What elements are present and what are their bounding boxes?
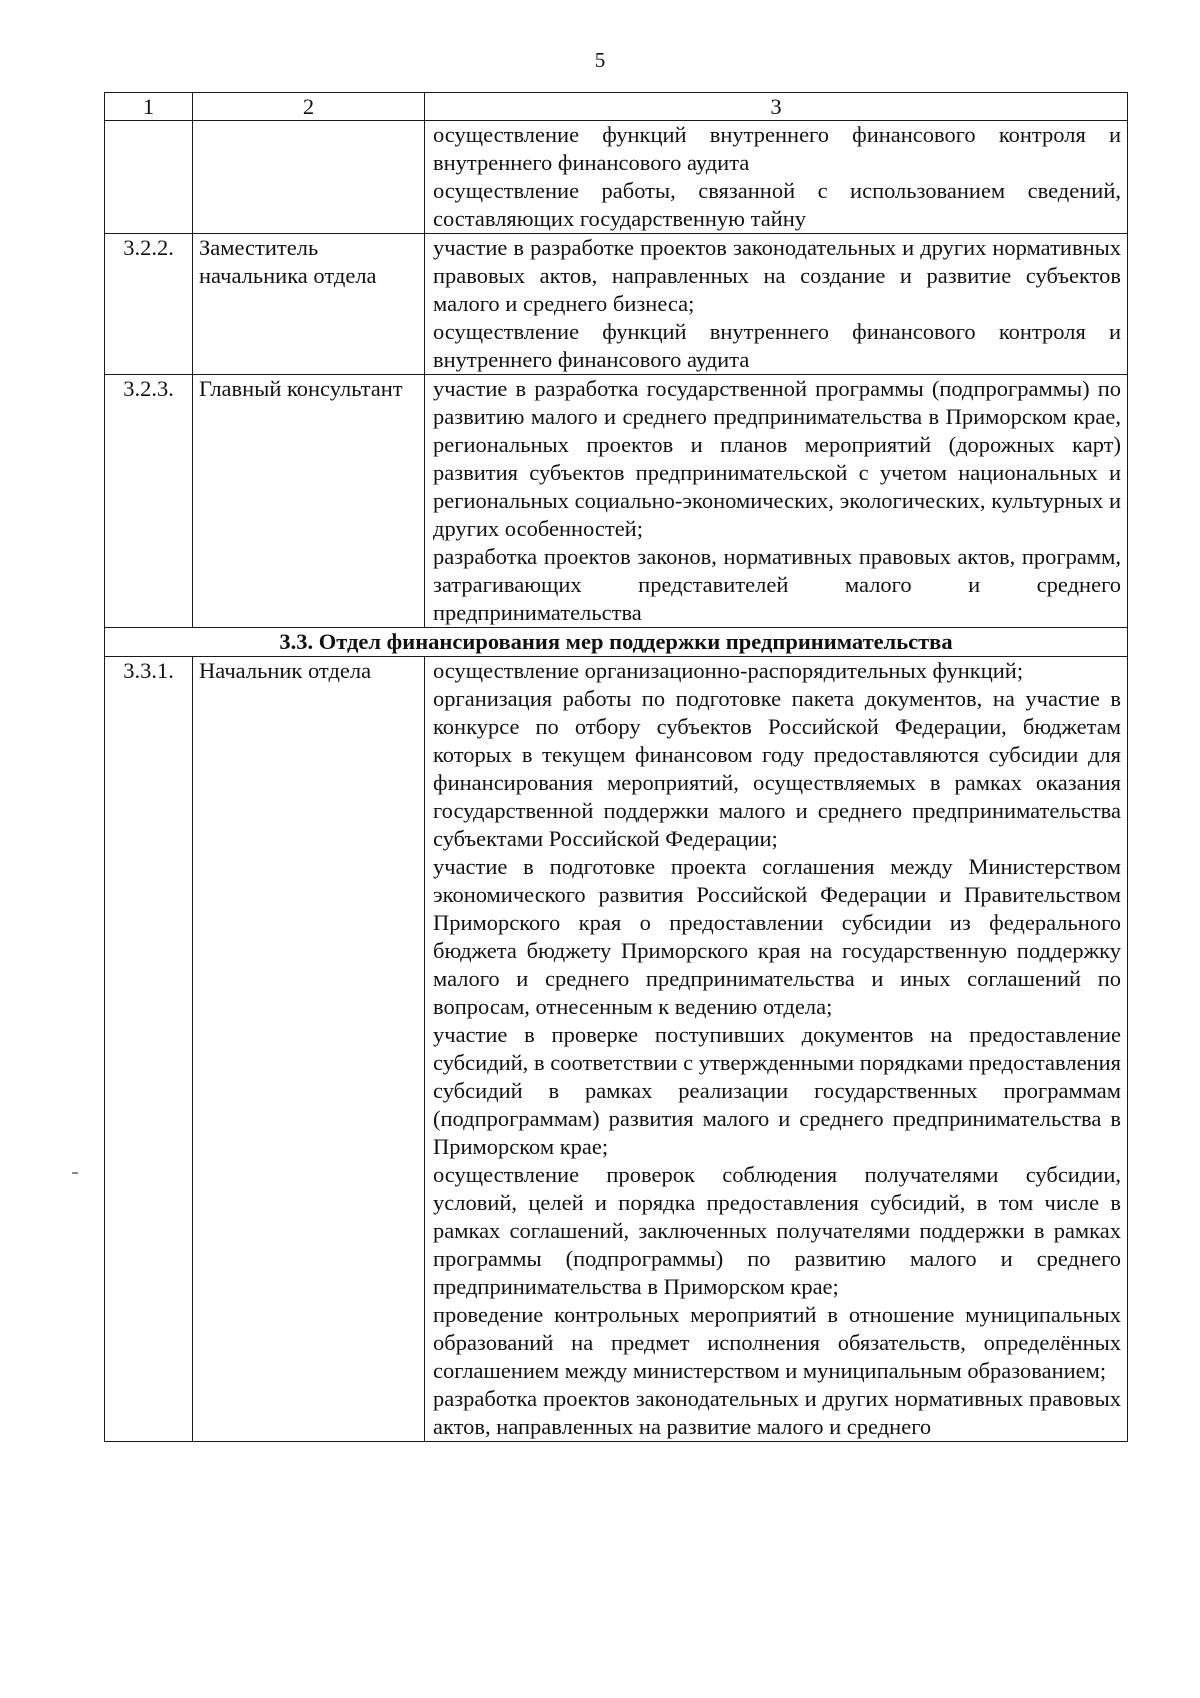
duty-item: осуществление организационно-распорядительных функций; [433,658,1024,683]
duty-item: разработка проектов законов, нормативных правовых актов, программ, затрагивающих представителей малого и среднего предпринимательства [433,544,1121,625]
duties-table [104,92,1128,1442]
duty-item: осуществление работы, связанной с использованием сведений, составляющих государственную тайну [433,178,1121,231]
duty-item: участие в проверке поступивших документов на предоставление субсидий, в соответствии с утвержденными порядками предоставления субсидий в рамках реализации государственных программам (подпрограммам) развития малого и среднего предпринимательства в Приморском крае; [433,1022,1121,1159]
duties-cell [425,121,1128,234]
position-title: Заместитель начальника отдела [193,234,425,375]
duty-item: участие в разработке проектов законодательных и других нормативных правовых актов, направленных на создание и развитие субъектов малого и среднего бизнеса; [433,235,1121,316]
duty-item: осуществление функций внутреннего финансового контроля и внутреннего финансового аудита [433,122,1121,175]
duties-cell [425,657,1128,1442]
duty-item: разработка проектов законодательных и других нормативных правовых актов, направленных на развитие малого и среднего [433,1386,1121,1439]
section-title: 3.3. Отдел финансирования мер поддержки предпринимательства [105,628,1128,657]
row-number [105,121,193,234]
row-number: 3.2.2. [105,234,193,375]
position-title: Начальник отдела [193,657,425,1442]
column-header-3: 3 [425,93,1128,121]
duties-cell [425,375,1128,628]
column-header-1: 1 [105,93,193,121]
row-number: 3.2.3. [105,375,193,628]
row-number: 3.3.1. [105,657,193,1442]
table-row [105,121,1128,234]
scan-artifact [72,1172,78,1174]
duty-item: участие в подготовке проекта соглашения между Министерством экономического развития Российской Федерации и Правительством Приморского края о предоставлении субсидии из федерального бюджета бюджету Приморского края на государственную поддержку малого и среднего предпринимательства и иных соглашений по вопросам, отнесенным к ведению отдела; [433,854,1121,1019]
section-header-row [105,628,1128,657]
page-number: 5 [594,48,606,72]
position-title: Главный консультант [193,375,425,628]
duty-item: участие в разработка государственной программы (подпрограммы) по развитию малого и среднего предпринимательства в Приморском крае, региональных проектов и планов мероприятий (дорожных карт) развития субъектов предпринимательской с учетом национальных и региональных социально-экономических, экологических, культурных и других особенностей; [433,376,1121,541]
table-row [105,657,1128,1442]
position-title [193,121,425,234]
table-row [105,234,1128,375]
duty-item: осуществление функций внутреннего финансового контроля и внутреннего финансового аудита [433,319,1121,372]
duty-item: осуществление проверок соблюдения получателями субсидии, условий, целей и порядка предоставления субсидий, в том числе в рамках соглашений, заключенных получателями поддержки в рамках программы (подпрограммы) по развитию малого и среднего предпринимательства в Приморском крае; [433,1162,1121,1299]
table-row [105,375,1128,628]
column-header-2: 2 [193,93,425,121]
duty-item: организация работы по подготовке пакета документов, на участие в конкурсе по отбору субъектов Российской Федерации, бюджетам которых в текущем финансовом году предоставляются субсидии для финансирования мероприятий, осуществляемых в рамках оказания государственной поддержки малого и среднего предпринимательства субъектами Российской Федерации; [433,686,1121,851]
duty-item: проведение контрольных мероприятий в отношение муниципальных образований на предмет исполнения обязательств, определённых соглашением между министерством и муниципальным образованием; [433,1302,1121,1383]
duties-cell [425,234,1128,375]
table-header-row [105,93,1128,121]
